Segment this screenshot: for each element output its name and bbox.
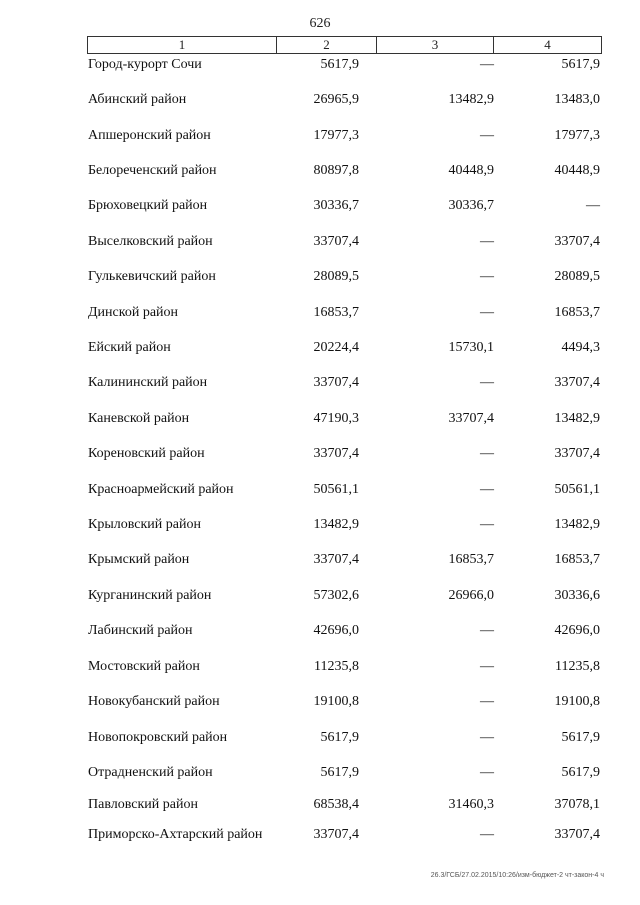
row-name: Калининский район bbox=[88, 375, 208, 390]
row-col-3: 16853,7 bbox=[448, 552, 494, 567]
row-col-2: 33707,4 bbox=[313, 234, 359, 249]
row-col-2: 20224,4 bbox=[313, 340, 359, 355]
row-name: Ейский район bbox=[88, 340, 171, 355]
row-col-3: — bbox=[480, 57, 494, 72]
row-col-2: 13482,9 bbox=[313, 517, 359, 532]
table-row bbox=[0, 823, 640, 847]
row-col-4: 13482,9 bbox=[554, 411, 600, 426]
table-row bbox=[0, 194, 640, 218]
row-col-3: — bbox=[480, 765, 494, 780]
row-col-4: 28089,5 bbox=[554, 269, 600, 284]
table-row bbox=[0, 407, 640, 431]
header-col-3: 3 bbox=[377, 37, 494, 53]
table-row bbox=[0, 690, 640, 714]
header-col-1: 1 bbox=[88, 37, 277, 53]
row-col-4: 4494,3 bbox=[561, 340, 600, 355]
row-col-4: 13483,0 bbox=[554, 92, 600, 107]
row-col-2: 33707,4 bbox=[313, 552, 359, 567]
row-col-3: — bbox=[480, 659, 494, 674]
row-col-3: — bbox=[480, 694, 494, 709]
row-col-2: 30336,7 bbox=[313, 198, 359, 213]
row-col-2: 26965,9 bbox=[313, 92, 359, 107]
row-col-4: 33707,4 bbox=[554, 827, 600, 842]
row-name: Выселковский район bbox=[88, 234, 213, 249]
row-col-4: 33707,4 bbox=[554, 234, 600, 249]
row-col-4: 50561,1 bbox=[554, 482, 600, 497]
row-col-3: — bbox=[480, 234, 494, 249]
table-row bbox=[0, 761, 640, 785]
footer-note: 26.3/ГСБ/27.02.2015/10:26/изм-бюджет-2 чт-закон-4 ч bbox=[430, 872, 604, 879]
table-row bbox=[0, 655, 640, 679]
row-col-3: — bbox=[480, 375, 494, 390]
row-col-2: 33707,4 bbox=[313, 827, 359, 842]
row-col-3: — bbox=[480, 269, 494, 284]
row-col-4: 37078,1 bbox=[554, 797, 600, 812]
row-col-3: 26966,0 bbox=[448, 588, 494, 603]
table-row bbox=[0, 336, 640, 360]
row-col-3: — bbox=[480, 482, 494, 497]
row-col-4: 5617,9 bbox=[561, 765, 600, 780]
row-col-4: 16853,7 bbox=[554, 552, 600, 567]
row-col-3: 31460,3 bbox=[448, 797, 494, 812]
table-row bbox=[0, 442, 640, 466]
row-col-4: 13482,9 bbox=[554, 517, 600, 532]
row-name: Город-курорт Сочи bbox=[88, 57, 202, 72]
table-row bbox=[0, 513, 640, 537]
row-col-2: 5617,9 bbox=[320, 730, 359, 745]
row-col-3: — bbox=[480, 730, 494, 745]
row-name: Отрадненский район bbox=[88, 765, 213, 780]
row-col-3: — bbox=[480, 446, 494, 461]
row-col-3: 15730,1 bbox=[448, 340, 494, 355]
table-row bbox=[0, 619, 640, 643]
row-col-3: — bbox=[480, 623, 494, 638]
table-row bbox=[0, 124, 640, 148]
table-row bbox=[0, 371, 640, 395]
row-col-2: 42696,0 bbox=[313, 623, 359, 638]
row-name: Апшеронский район bbox=[88, 128, 211, 143]
row-name: Крымский район bbox=[88, 552, 190, 567]
row-col-4: 33707,4 bbox=[554, 375, 600, 390]
page-number: 626 bbox=[309, 16, 331, 31]
row-name: Гулькевичский район bbox=[88, 269, 216, 284]
table-row bbox=[0, 53, 640, 77]
row-name: Новокубанский район bbox=[88, 694, 220, 709]
row-col-4: 17977,3 bbox=[554, 128, 600, 143]
row-col-4: 33707,4 bbox=[554, 446, 600, 461]
row-name: Брюховецкий район bbox=[88, 198, 208, 213]
table-row bbox=[0, 548, 640, 572]
row-col-2: 68538,4 bbox=[313, 797, 359, 812]
row-name: Мостовский район bbox=[88, 659, 200, 674]
row-name: Курганинский район bbox=[88, 588, 212, 603]
table-row bbox=[0, 265, 640, 289]
row-col-3: 40448,9 bbox=[448, 163, 494, 178]
header-col-2: 2 bbox=[277, 37, 377, 53]
table-row bbox=[0, 478, 640, 502]
row-col-2: 11235,8 bbox=[314, 659, 359, 674]
row-col-4: 16853,7 bbox=[554, 305, 600, 320]
row-name: Лабинский район bbox=[88, 623, 193, 638]
row-col-2: 5617,9 bbox=[320, 765, 359, 780]
row-col-2: 57302,6 bbox=[313, 588, 359, 603]
table-header bbox=[87, 36, 602, 54]
row-col-3: — bbox=[480, 128, 494, 143]
row-name: Абинский район bbox=[88, 92, 187, 107]
table-row bbox=[0, 584, 640, 608]
row-col-3: 13482,9 bbox=[448, 92, 494, 107]
table-row bbox=[0, 793, 640, 817]
row-col-4: 5617,9 bbox=[561, 57, 600, 72]
row-col-4: 42696,0 bbox=[554, 623, 600, 638]
row-col-2: 17977,3 bbox=[313, 128, 359, 143]
row-col-2: 28089,5 bbox=[313, 269, 359, 284]
row-col-3: 30336,7 bbox=[448, 198, 494, 213]
row-col-3: 33707,4 bbox=[448, 411, 494, 426]
row-name: Приморско-Ахтарский район bbox=[88, 827, 263, 842]
header-col-4: 4 bbox=[544, 37, 551, 52]
row-col-4: 40448,9 bbox=[554, 163, 600, 178]
row-col-2: 5617,9 bbox=[320, 57, 359, 72]
row-name: Новопокровский район bbox=[88, 730, 228, 745]
row-col-2: 50561,1 bbox=[313, 482, 359, 497]
table-row bbox=[0, 88, 640, 112]
row-name: Кореновский район bbox=[88, 446, 205, 461]
row-col-4: 19100,8 bbox=[554, 694, 600, 709]
row-col-3: — bbox=[480, 517, 494, 532]
row-col-2: 33707,4 bbox=[313, 446, 359, 461]
table-row bbox=[0, 301, 640, 325]
row-col-4: 11235,8 bbox=[555, 659, 600, 674]
row-name: Динской район bbox=[88, 305, 179, 320]
row-col-2: 80897,8 bbox=[313, 163, 359, 178]
row-col-3: — bbox=[480, 305, 494, 320]
row-name: Белореченский район bbox=[88, 163, 217, 178]
row-col-2: 33707,4 bbox=[313, 375, 359, 390]
row-name: Каневской район bbox=[88, 411, 190, 426]
table-row bbox=[0, 726, 640, 750]
row-col-4: — bbox=[586, 198, 600, 213]
row-col-4: 30336,6 bbox=[554, 588, 600, 603]
row-name: Красноармейский район bbox=[88, 482, 234, 497]
table-row bbox=[0, 230, 640, 254]
row-name: Павловский район bbox=[88, 797, 198, 812]
row-name: Крыловский район bbox=[88, 517, 201, 532]
row-col-3: — bbox=[480, 827, 494, 842]
row-col-4: 5617,9 bbox=[561, 730, 600, 745]
row-col-2: 47190,3 bbox=[313, 411, 359, 426]
row-col-2: 16853,7 bbox=[313, 305, 359, 320]
row-col-2: 19100,8 bbox=[313, 694, 359, 709]
table-row bbox=[0, 159, 640, 183]
